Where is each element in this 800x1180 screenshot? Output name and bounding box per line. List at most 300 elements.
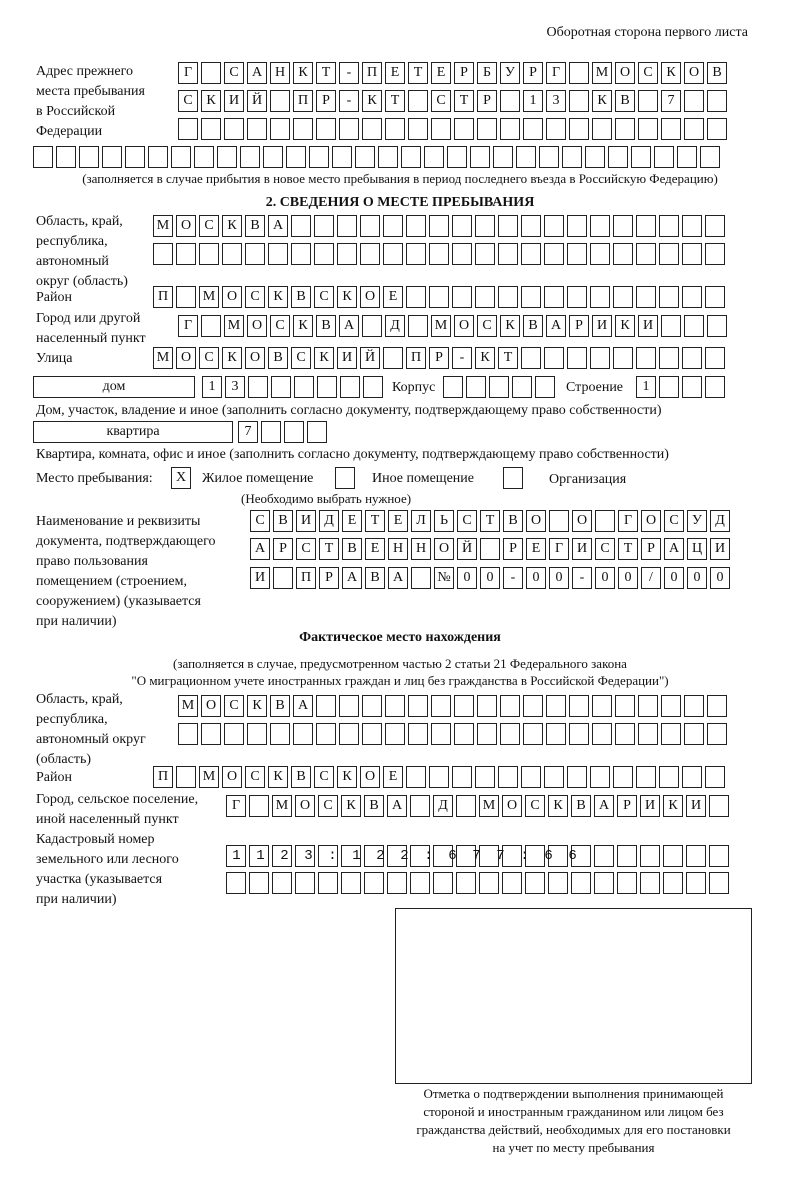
char-cell: В bbox=[707, 62, 727, 84]
char-cell bbox=[383, 243, 403, 265]
char-cell bbox=[659, 243, 679, 265]
house-number-row bbox=[202, 376, 386, 398]
char-cell: С bbox=[296, 538, 316, 560]
char-cell bbox=[454, 723, 474, 745]
char-cell bbox=[489, 376, 509, 398]
char-cell bbox=[33, 146, 53, 168]
label-line: Адрес прежнего bbox=[36, 64, 133, 79]
char-cell: Р bbox=[523, 62, 543, 84]
char-cell: К bbox=[337, 766, 357, 788]
char-cell: В bbox=[615, 90, 635, 112]
char-cell bbox=[475, 766, 495, 788]
char-cell: С bbox=[314, 286, 334, 308]
char-cell: Р bbox=[316, 90, 336, 112]
char-cell: 0 bbox=[664, 567, 684, 589]
previous-address-row-2 bbox=[178, 90, 730, 112]
char-cell: С bbox=[431, 90, 451, 112]
city-label bbox=[36, 309, 146, 349]
char-cell bbox=[617, 872, 637, 894]
char-cell: К bbox=[293, 62, 313, 84]
apartment-note: Квартира, комната, офис и иное (заполнить согласно документу, подтверждающему право собственности) bbox=[36, 447, 669, 462]
char-cell: С bbox=[457, 510, 477, 532]
char-cell: С bbox=[245, 286, 265, 308]
char-cell: М bbox=[153, 215, 173, 237]
char-cell bbox=[544, 766, 564, 788]
char-cell bbox=[176, 286, 196, 308]
char-cell: Г bbox=[618, 510, 638, 532]
char-cell bbox=[659, 347, 679, 369]
previous-address-note: (заполняется в случае прибытия в новое место пребывания в период последнего въезда в Российскую Федерацию) bbox=[82, 171, 718, 186]
char-cell bbox=[498, 215, 518, 237]
label-line: в Российской bbox=[36, 104, 116, 119]
label-line: Область, край, bbox=[36, 214, 123, 229]
label-line: документа, подтверждающего bbox=[36, 534, 216, 549]
char-cell bbox=[636, 347, 656, 369]
x-mark: X bbox=[171, 467, 191, 489]
char-cell: Р bbox=[454, 62, 474, 84]
char-cell bbox=[659, 376, 679, 398]
char-cell: М bbox=[199, 286, 219, 308]
char-cell bbox=[638, 723, 658, 745]
char-cell: К bbox=[337, 286, 357, 308]
char-cell: Т bbox=[319, 538, 339, 560]
char-cell: И bbox=[337, 347, 357, 369]
char-cell bbox=[385, 723, 405, 745]
char-cell bbox=[684, 90, 704, 112]
char-cell bbox=[617, 845, 637, 867]
char-cell bbox=[661, 315, 681, 337]
char-cell: С bbox=[224, 62, 244, 84]
label-line: Кадастровый номер bbox=[36, 832, 155, 847]
apartment-number-row bbox=[238, 421, 330, 443]
char-cell bbox=[661, 723, 681, 745]
char-cell bbox=[408, 723, 428, 745]
char-cell: С bbox=[199, 347, 219, 369]
char-cell bbox=[544, 286, 564, 308]
char-cell: П bbox=[153, 766, 173, 788]
street-row bbox=[153, 347, 728, 369]
char-cell: 1 bbox=[202, 376, 222, 398]
char-cell: Р bbox=[429, 347, 449, 369]
char-cell bbox=[567, 286, 587, 308]
previous-address-label bbox=[36, 62, 145, 142]
char-cell: О bbox=[526, 510, 546, 532]
char-cell bbox=[590, 215, 610, 237]
char-cell: 3 bbox=[225, 376, 245, 398]
char-cell: - bbox=[452, 347, 472, 369]
char-cell: Г bbox=[178, 315, 198, 337]
cadastral-label bbox=[36, 830, 179, 910]
char-cell: О bbox=[176, 215, 196, 237]
char-cell bbox=[272, 872, 292, 894]
select-note: (Необходимо выбрать нужное) bbox=[241, 491, 412, 506]
char-cell: Л bbox=[411, 510, 431, 532]
char-cell bbox=[408, 695, 428, 717]
char-cell bbox=[569, 723, 589, 745]
char-cell bbox=[682, 347, 702, 369]
char-cell: В bbox=[523, 315, 543, 337]
char-cell bbox=[569, 695, 589, 717]
char-cell: С bbox=[245, 766, 265, 788]
region-label bbox=[36, 212, 128, 292]
char-cell bbox=[224, 118, 244, 140]
house-note: Дом, участок, владение и иное (заполнить согласно документу, подтверждающему право собственности) bbox=[36, 403, 662, 418]
char-cell: О bbox=[360, 286, 380, 308]
previous-address-row-3 bbox=[178, 118, 730, 140]
char-cell bbox=[592, 723, 612, 745]
char-cell bbox=[590, 286, 610, 308]
char-cell bbox=[709, 845, 729, 867]
char-cell bbox=[659, 766, 679, 788]
char-cell bbox=[270, 90, 290, 112]
char-cell bbox=[443, 376, 463, 398]
char-cell: Е bbox=[383, 286, 403, 308]
char-cell: / bbox=[641, 567, 661, 589]
char-cell bbox=[360, 215, 380, 237]
char-cell: К bbox=[314, 347, 334, 369]
char-cell: Е bbox=[383, 766, 403, 788]
page-side-label: Оборотная сторона первого листа bbox=[546, 25, 748, 40]
char-cell: В bbox=[503, 510, 523, 532]
char-cell bbox=[385, 118, 405, 140]
char-cell bbox=[686, 872, 706, 894]
char-cell bbox=[590, 766, 610, 788]
char-cell: В bbox=[291, 766, 311, 788]
char-cell bbox=[707, 315, 727, 337]
char-cell bbox=[500, 118, 520, 140]
char-cell bbox=[339, 723, 359, 745]
char-cell: Д bbox=[433, 795, 453, 817]
district-row bbox=[153, 286, 728, 308]
char-cell bbox=[549, 510, 569, 532]
char-cell bbox=[700, 146, 720, 168]
char-cell: 1 bbox=[523, 90, 543, 112]
document-row-2 bbox=[250, 538, 733, 560]
char-cell: Р bbox=[273, 538, 293, 560]
label-line: помещением (строением, bbox=[36, 574, 187, 589]
char-cell bbox=[410, 795, 430, 817]
char-cell: Р bbox=[617, 795, 637, 817]
char-cell: П bbox=[406, 347, 426, 369]
char-cell bbox=[684, 118, 704, 140]
char-cell bbox=[102, 146, 122, 168]
char-cell bbox=[270, 118, 290, 140]
char-cell: О bbox=[502, 795, 522, 817]
char-cell bbox=[316, 723, 336, 745]
char-cell: П bbox=[153, 286, 173, 308]
char-cell: 7 bbox=[238, 421, 258, 443]
char-cell: Е bbox=[342, 510, 362, 532]
confirmation-caption bbox=[395, 1085, 752, 1157]
char-cell bbox=[661, 118, 681, 140]
char-cell: А bbox=[342, 567, 362, 589]
char-cell: 1 bbox=[636, 376, 656, 398]
char-cell bbox=[548, 872, 568, 894]
char-cell: О bbox=[684, 62, 704, 84]
label-line: Федерации bbox=[36, 124, 103, 139]
char-cell bbox=[502, 872, 522, 894]
empty-mark bbox=[335, 467, 355, 489]
char-cell bbox=[707, 695, 727, 717]
char-cell bbox=[500, 90, 520, 112]
char-cell bbox=[383, 215, 403, 237]
char-cell bbox=[456, 872, 476, 894]
option-residential-checkbox[interactable] bbox=[171, 467, 194, 489]
char-cell bbox=[201, 62, 221, 84]
char-cell bbox=[431, 118, 451, 140]
char-cell bbox=[521, 215, 541, 237]
char-cell bbox=[360, 243, 380, 265]
char-cell bbox=[309, 146, 329, 168]
char-cell: О bbox=[572, 510, 592, 532]
char-cell bbox=[493, 146, 513, 168]
char-cell bbox=[245, 243, 265, 265]
char-cell bbox=[337, 215, 357, 237]
char-cell: В bbox=[571, 795, 591, 817]
char-cell: О bbox=[245, 347, 265, 369]
char-cell: А bbox=[250, 538, 270, 560]
char-cell: - bbox=[503, 567, 523, 589]
char-cell bbox=[546, 118, 566, 140]
char-cell bbox=[383, 347, 403, 369]
char-cell: О bbox=[615, 62, 635, 84]
char-cell: У bbox=[500, 62, 520, 84]
char-cell bbox=[431, 723, 451, 745]
char-cell bbox=[636, 286, 656, 308]
label-line: округ (область) bbox=[36, 274, 128, 289]
region-row-1 bbox=[153, 215, 728, 237]
char-cell bbox=[535, 376, 555, 398]
char-cell bbox=[682, 243, 702, 265]
char-cell bbox=[654, 146, 674, 168]
label-line: автономный bbox=[36, 254, 109, 269]
char-cell: А bbox=[387, 795, 407, 817]
char-cell bbox=[406, 243, 426, 265]
char-cell bbox=[477, 118, 497, 140]
char-cell bbox=[516, 146, 536, 168]
char-cell bbox=[153, 243, 173, 265]
char-cell: О bbox=[454, 315, 474, 337]
char-cell bbox=[410, 872, 430, 894]
char-cell bbox=[293, 723, 313, 745]
char-cell bbox=[571, 872, 591, 894]
char-cell bbox=[498, 766, 518, 788]
char-cell bbox=[452, 286, 472, 308]
char-cell bbox=[525, 872, 545, 894]
confirmation-stamp-box bbox=[395, 908, 752, 1084]
actual-region-row-1 bbox=[178, 695, 730, 717]
char-cell: Г bbox=[549, 538, 569, 560]
char-cell bbox=[194, 146, 214, 168]
char-cell bbox=[340, 376, 360, 398]
actual-district-label: Район bbox=[36, 770, 72, 785]
char-cell bbox=[263, 146, 283, 168]
char-cell bbox=[705, 215, 725, 237]
label-line: Наименование и реквизиты bbox=[36, 514, 201, 529]
char-cell: 0 bbox=[687, 567, 707, 589]
char-cell bbox=[429, 243, 449, 265]
char-cell bbox=[222, 243, 242, 265]
char-cell: 0 bbox=[710, 567, 730, 589]
char-cell: М bbox=[479, 795, 499, 817]
char-cell bbox=[125, 146, 145, 168]
char-cell bbox=[56, 146, 76, 168]
char-cell: - bbox=[572, 567, 592, 589]
char-cell bbox=[176, 243, 196, 265]
option-other-premises-label: Иное помещение bbox=[372, 471, 474, 486]
char-cell: П bbox=[293, 90, 313, 112]
char-cell bbox=[686, 845, 706, 867]
char-cell bbox=[562, 146, 582, 168]
char-cell bbox=[247, 723, 267, 745]
char-cell: В bbox=[245, 215, 265, 237]
option-residential-label: Жилое помещение bbox=[202, 471, 314, 486]
char-cell bbox=[590, 347, 610, 369]
char-cell: О bbox=[222, 766, 242, 788]
char-cell: А bbox=[247, 62, 267, 84]
char-cell bbox=[201, 118, 221, 140]
char-cell bbox=[268, 243, 288, 265]
option-other-premises-checkbox[interactable] bbox=[335, 467, 358, 489]
char-cell bbox=[271, 376, 291, 398]
char-cell: И bbox=[592, 315, 612, 337]
char-cell: Г bbox=[226, 795, 246, 817]
char-cell bbox=[406, 286, 426, 308]
previous-address-row-4 bbox=[33, 146, 723, 168]
option-organization-checkbox[interactable] bbox=[503, 467, 526, 489]
char-cell bbox=[585, 146, 605, 168]
char-cell: В bbox=[270, 695, 290, 717]
char-cell: Т bbox=[498, 347, 518, 369]
char-cell bbox=[615, 118, 635, 140]
char-cell bbox=[613, 215, 633, 237]
label-line: Город, сельское поселение, bbox=[36, 792, 199, 807]
char-cell: Д bbox=[385, 315, 405, 337]
char-cell: И bbox=[640, 795, 660, 817]
caption-line: гражданства действий, необходимых для его постановки bbox=[416, 1122, 731, 1137]
char-cell bbox=[217, 146, 237, 168]
char-cell: О bbox=[176, 347, 196, 369]
label-line: при наличии) bbox=[36, 892, 117, 907]
char-cell bbox=[475, 286, 495, 308]
char-cell bbox=[363, 376, 383, 398]
char-cell bbox=[378, 146, 398, 168]
char-cell bbox=[332, 146, 352, 168]
char-cell bbox=[521, 347, 541, 369]
char-cell bbox=[408, 90, 428, 112]
actual-city-row bbox=[226, 795, 732, 817]
char-cell bbox=[337, 243, 357, 265]
char-cell bbox=[148, 146, 168, 168]
label-line: населенный пункт bbox=[36, 331, 146, 346]
char-cell bbox=[454, 695, 474, 717]
char-cell bbox=[498, 286, 518, 308]
char-cell bbox=[201, 723, 221, 745]
char-cell bbox=[362, 315, 382, 337]
char-cell bbox=[705, 286, 725, 308]
char-cell: В bbox=[316, 315, 336, 337]
char-cell: Е bbox=[385, 62, 405, 84]
char-cell: Т bbox=[385, 90, 405, 112]
label-line: сооружением) (указывается bbox=[36, 594, 201, 609]
char-cell bbox=[705, 376, 725, 398]
char-cell: М bbox=[153, 347, 173, 369]
char-cell bbox=[608, 146, 628, 168]
char-cell: В bbox=[268, 347, 288, 369]
char-cell bbox=[201, 315, 221, 337]
char-cell: Т bbox=[316, 62, 336, 84]
char-cell bbox=[661, 695, 681, 717]
char-cell: 3 bbox=[546, 90, 566, 112]
char-cell: С bbox=[318, 795, 338, 817]
char-cell: С bbox=[638, 62, 658, 84]
char-cell: Р bbox=[319, 567, 339, 589]
label-line: земельного или лесного bbox=[36, 852, 179, 867]
char-cell bbox=[355, 146, 375, 168]
char-cell: О bbox=[641, 510, 661, 532]
char-cell: А bbox=[293, 695, 313, 717]
char-cell: Е bbox=[526, 538, 546, 560]
char-cell: Й bbox=[457, 538, 477, 560]
char-cell: Н bbox=[270, 62, 290, 84]
char-cell bbox=[682, 215, 702, 237]
char-cell: К bbox=[222, 347, 242, 369]
char-cell: И bbox=[710, 538, 730, 560]
char-cell bbox=[707, 723, 727, 745]
char-cell bbox=[291, 243, 311, 265]
char-cell bbox=[433, 872, 453, 894]
char-cell: Е bbox=[365, 538, 385, 560]
char-cell bbox=[429, 215, 449, 237]
char-cell bbox=[640, 872, 660, 894]
char-cell: С bbox=[224, 695, 244, 717]
char-cell bbox=[709, 795, 729, 817]
label-line: автономный округ bbox=[36, 732, 146, 747]
label-line: республика, bbox=[36, 234, 108, 249]
char-cell: 0 bbox=[457, 567, 477, 589]
char-cell: С bbox=[664, 510, 684, 532]
char-cell: М bbox=[199, 766, 219, 788]
char-cell: И bbox=[224, 90, 244, 112]
char-cell bbox=[307, 421, 327, 443]
caption-line: Отметка о подтверждении выполнения принимающей bbox=[423, 1086, 724, 1101]
empty-mark bbox=[503, 467, 523, 489]
char-cell bbox=[544, 347, 564, 369]
char-cell bbox=[707, 118, 727, 140]
char-cell: И bbox=[296, 510, 316, 532]
char-cell: 0 bbox=[618, 567, 638, 589]
actual-city-label bbox=[36, 790, 198, 830]
actual-region-row-2 bbox=[178, 723, 730, 745]
label-line: республика, bbox=[36, 712, 108, 727]
char-cell bbox=[544, 243, 564, 265]
char-cell bbox=[249, 795, 269, 817]
char-cell: К bbox=[247, 695, 267, 717]
document-row-1 bbox=[250, 510, 733, 532]
char-cell: № bbox=[434, 567, 454, 589]
char-cell: К bbox=[615, 315, 635, 337]
char-cell: Т bbox=[618, 538, 638, 560]
char-cell: П bbox=[362, 62, 382, 84]
char-cell: Р bbox=[641, 538, 661, 560]
char-cell: Н bbox=[411, 538, 431, 560]
char-cell bbox=[636, 766, 656, 788]
char-cell bbox=[705, 766, 725, 788]
char-cell: М bbox=[592, 62, 612, 84]
char-cell bbox=[567, 215, 587, 237]
char-cell bbox=[613, 347, 633, 369]
actual-note-line-2: "О миграционном учете иностранных граждан и лиц без гражданства в Российской Федерации") bbox=[131, 673, 669, 688]
